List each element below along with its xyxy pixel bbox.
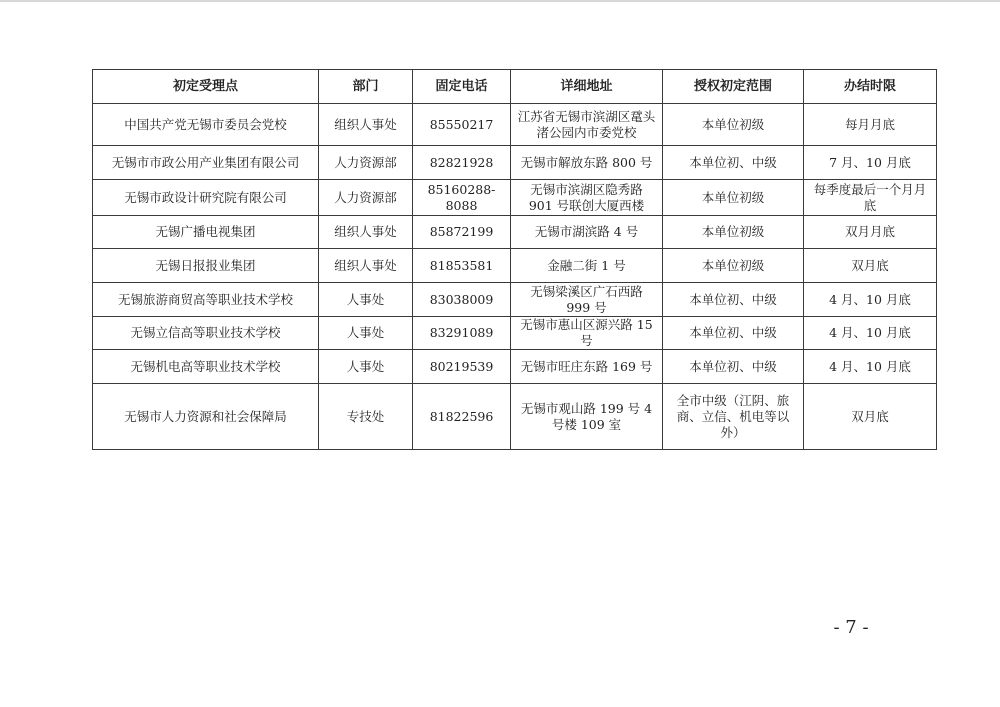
page-edge-line <box>0 0 1000 2</box>
acceptance-points-table <box>92 69 937 450</box>
cell-acceptance-point: 无锡市政设计研究院有限公司 <box>93 180 319 216</box>
cell-phone: 81853581 <box>413 249 511 283</box>
cell-acceptance-point: 无锡立信高等职业技术学校 <box>93 317 319 350</box>
cell-scope: 本单位初级 <box>663 104 804 146</box>
cell-deadline: 4 月、10 月底 <box>804 283 937 317</box>
cell-deadline: 双月月底 <box>804 216 937 249</box>
cell-department: 组织人事处 <box>319 104 413 146</box>
header-deadline: 办结时限 <box>804 70 937 104</box>
cell-acceptance-point: 无锡旅游商贸高等职业技术学校 <box>93 283 319 317</box>
cell-acceptance-point: 无锡市人力资源和社会保障局 <box>93 384 319 450</box>
cell-deadline: 双月底 <box>804 249 937 283</box>
cell-address: 无锡市惠山区源兴路 15 号 <box>511 317 663 350</box>
cell-deadline: 4 月、10 月底 <box>804 350 937 384</box>
cell-phone: 85160288-8088 <box>413 180 511 216</box>
cell-phone: 83291089 <box>413 317 511 350</box>
cell-scope: 本单位初级 <box>663 216 804 249</box>
table-row <box>93 317 937 350</box>
header-acceptance-point: 初定受理点 <box>93 70 319 104</box>
cell-address: 无锡市解放东路 800 号 <box>511 146 663 180</box>
cell-scope: 本单位初级 <box>663 180 804 216</box>
table-row <box>93 249 937 283</box>
cell-phone: 80219539 <box>413 350 511 384</box>
cell-acceptance-point: 无锡广播电视集团 <box>93 216 319 249</box>
cell-deadline: 双月底 <box>804 384 937 450</box>
cell-address: 无锡市观山路 199 号 4 号楼 109 室 <box>511 384 663 450</box>
table-row <box>93 283 937 317</box>
cell-department: 组织人事处 <box>319 216 413 249</box>
cell-scope: 本单位初级 <box>663 249 804 283</box>
table-row <box>93 216 937 249</box>
cell-deadline: 每季度最后一个月月底 <box>804 180 937 216</box>
cell-department: 专技处 <box>319 384 413 450</box>
cell-address: 无锡市滨湖区隐秀路 901 号联创大厦西楼 <box>511 180 663 216</box>
cell-scope: 本单位初、中级 <box>663 317 804 350</box>
table-row <box>93 146 937 180</box>
cell-deadline: 4 月、10 月底 <box>804 317 937 350</box>
cell-scope: 全市中级（江阴、旅商、立信、机电等以外） <box>663 384 804 450</box>
cell-department: 人事处 <box>319 350 413 384</box>
cell-acceptance-point: 中国共产党无锡市委员会党校 <box>93 104 319 146</box>
cell-scope: 本单位初、中级 <box>663 350 804 384</box>
cell-address: 金融二街 1 号 <box>511 249 663 283</box>
header-scope: 授权初定范围 <box>663 70 804 104</box>
table-row <box>93 350 937 384</box>
cell-department: 人事处 <box>319 317 413 350</box>
cell-department: 人力资源部 <box>319 146 413 180</box>
table-row <box>93 384 937 450</box>
cell-acceptance-point: 无锡机电高等职业技术学校 <box>93 350 319 384</box>
cell-deadline: 7 月、10 月底 <box>804 146 937 180</box>
cell-address: 无锡梁溪区广石西路 999 号 <box>511 283 663 317</box>
header-address: 详细地址 <box>511 70 663 104</box>
cell-address: 江苏省无锡市滨湖区鼋头渚公园内市委党校 <box>511 104 663 146</box>
cell-deadline: 每月月底 <box>804 104 937 146</box>
cell-phone: 83038009 <box>413 283 511 317</box>
cell-phone: 81822596 <box>413 384 511 450</box>
cell-phone: 85550217 <box>413 104 511 146</box>
page-number: - 7 - <box>833 617 869 638</box>
cell-department: 人事处 <box>319 283 413 317</box>
cell-acceptance-point: 无锡日报报业集团 <box>93 249 319 283</box>
cell-address: 无锡市旺庄东路 169 号 <box>511 350 663 384</box>
table-row <box>93 180 937 216</box>
cell-acceptance-point: 无锡市市政公用产业集团有限公司 <box>93 146 319 180</box>
cell-phone: 85872199 <box>413 216 511 249</box>
cell-department: 组织人事处 <box>319 249 413 283</box>
cell-scope: 本单位初、中级 <box>663 283 804 317</box>
cell-address: 无锡市湖滨路 4 号 <box>511 216 663 249</box>
cell-phone: 82821928 <box>413 146 511 180</box>
table-row <box>93 104 937 146</box>
header-phone: 固定电话 <box>413 70 511 104</box>
cell-scope: 本单位初、中级 <box>663 146 804 180</box>
table-header-row <box>93 70 937 104</box>
header-department: 部门 <box>319 70 413 104</box>
cell-department: 人力资源部 <box>319 180 413 216</box>
